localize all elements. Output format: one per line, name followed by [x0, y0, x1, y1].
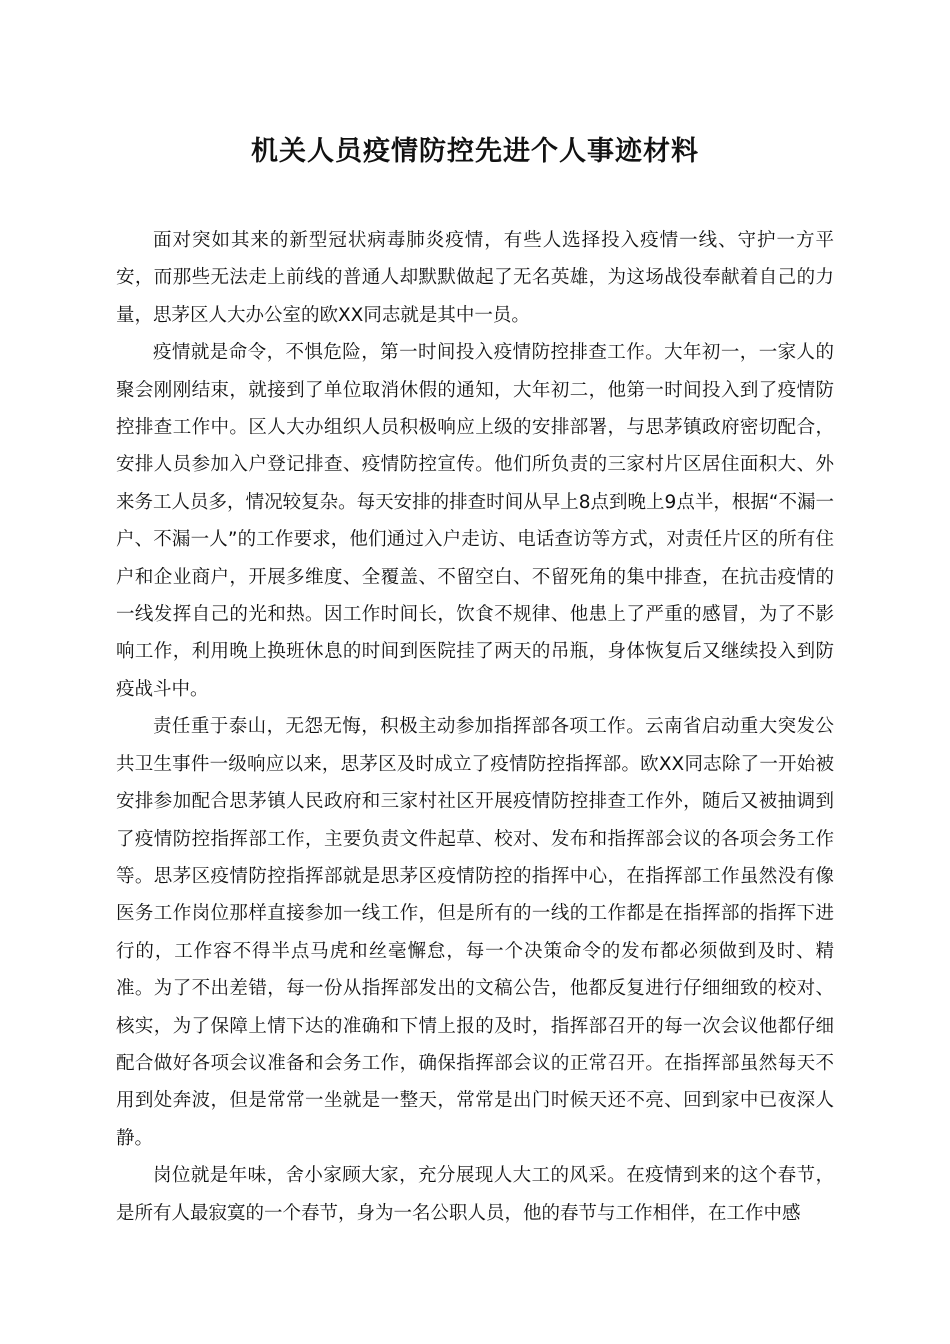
paragraph-spring-festival: 岗位就是年味，舍小家顾大家，充分展现人大工的风采。在疫情到来的这个春节，是所有人最寂寞的一个春节，身为一名公职人员，他的春节与工作相伴，在工作中感 — [116, 1165, 834, 1224]
paragraph-epidemic-screening: 疫情就是命令，不惧危险，第一时间投入疫情防控排查工作。大年初一，一家人的聚会刚刚结束，就接到了单位取消休假的通知，大年初二，他第一时间投入到了疫情防控排查工作中。区人大办组织人员积极响应上级的安排部署，与思茅镇政府密切配合，安排人员参加入户登记排查、疫情防控宣传。他们所负责的三家村片区居住面积大、外来务工人员多，情况较复杂。每天安排的排查时间从早上8点到晚上9点半，根据“不漏一户、不漏一人”的工作要求，他们通过入户走访、电话查访等方式，对责任片区的所有住户和企业商户，开展多维度、全覆盖、不留空白、不留死角的集中排查，在抗击疫情的一线发挥自己的光和热。因工作时间长，饮食不规律、他患上了严重的感冒，为了不影响工作，利用晚上换班休息的时间到医院挂了两天的吊瓶，身体恢复后又继续投入到防疫战斗中。 — [116, 342, 834, 700]
paragraph-intro: 面对突如其来的新型冠状病毒肺炎疫情，有些人选择投入疫情一线、守护一方平安，而那些无法走上前线的普通人却默默做起了无名英雄，为这场战役奉献着自己的力量，思茅区人大办公室的欧XX同志就是其中一员。 — [116, 230, 834, 326]
document-title: 机关人员疫情防控先进个人事迹材料 — [251, 136, 699, 167]
document-body — [116, 222, 834, 1306]
paragraph-command-center: 责任重于泰山，无怨无悔，积极主动参加指挥部各项工作。云南省启动重大突发公共卫生事件一级响应以来，思茅区及时成立了疫情防控指挥部。欧XX同志除了一开始被安排参加配合思茅镇人民政府和三家村社区开展疫情防控排查工作外，随后又被抽调到了疫情防控指挥部工作，主要负责文件起草、校对、发布和指挥部会议的各项会务工作等。思茅区疫情防控指挥部就是思茅区疫情防控的指挥中心，在指挥部工作虽然没有像医务工作岗位那样直接参加一线工作，但是所有的一线的工作都是在指挥部的指挥下进行的，工作容不得半点马虎和丝毫懈怠，每一个决策命令的发布都必须做到及时、精准。为了不出差错，每一份从指挥部发出的文稿公告，他都反复进行仔细细致的校对、核实，为了保障上情下达的准确和下情上报的及时，指挥部召开的每一次会议他都仔细配合做好各项会议准备和会务工作，确保指挥部会议的正常召开。在指挥部虽然每天不用到处奔波，但是常常一坐就是一整天，常常是出门时候天还不亮、回到家中已夜深人静。 — [116, 716, 834, 1149]
